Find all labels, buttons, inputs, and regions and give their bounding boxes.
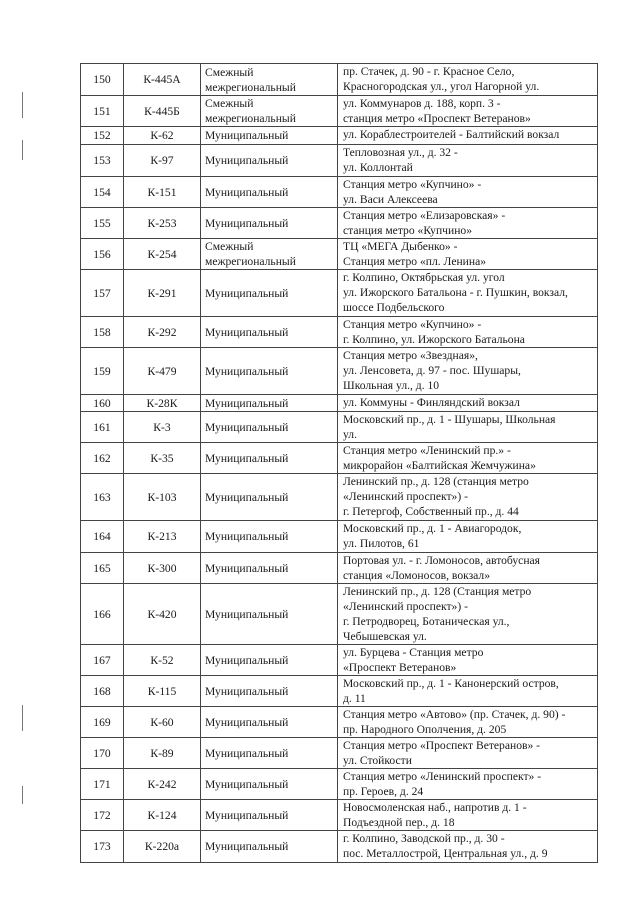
- route-code: К-89: [123, 738, 200, 768]
- route-description: Портовая ул. - г. Ломоносов, автобусная станция «Ломоносов, вокзал»: [337, 553, 598, 583]
- route-description: Станция метро «Звездная», ул. Ленсовета, д. 97 - пос. Шушары, Школьная ул., д. 10: [337, 348, 598, 394]
- route-code: К-213: [123, 521, 200, 552]
- route-description: Ленинский пр., д. 128 (станция метро «Ленинский проспект») - г. Петергоф, Собственный пр., д. 44: [337, 474, 598, 520]
- route-type: Муниципальный: [200, 676, 337, 706]
- table-row: [80, 145, 598, 177]
- route-type: Муниципальный: [200, 270, 337, 316]
- table-row: [80, 738, 598, 769]
- row-number: 173: [80, 831, 123, 862]
- scan-margin-mark: [22, 705, 23, 731]
- row-number: 159: [80, 348, 123, 394]
- table-row: [80, 443, 598, 474]
- row-number: 158: [80, 317, 123, 347]
- route-description: Станция метро «Елизаровская» - станция метро «Купчино»: [337, 208, 598, 238]
- route-type: Муниципальный: [200, 831, 337, 862]
- row-number: 164: [80, 521, 123, 552]
- routes-table: [80, 63, 598, 863]
- row-number: 171: [80, 769, 123, 799]
- table-row: [80, 676, 598, 707]
- scan-margin-mark: [22, 92, 23, 118]
- route-code: К-242: [123, 769, 200, 799]
- route-description: Станция метро «Автово» (пр. Стачек, д. 90) - пр. Народного Ополчения, д. 205: [337, 707, 598, 737]
- route-type: Муниципальный: [200, 208, 337, 238]
- route-description: Станция метро «Ленинский пр.» - микрорайон «Балтийская Жемчужина»: [337, 443, 598, 473]
- table-row: [80, 96, 598, 127]
- route-type: Муниципальный: [200, 317, 337, 347]
- route-code: К-445А: [123, 64, 200, 95]
- route-type: Муниципальный: [200, 738, 337, 768]
- row-number: 165: [80, 553, 123, 583]
- row-number: 163: [80, 474, 123, 520]
- route-description: Станция метро «Купчино» - г. Колпино, ул. Ижорского Батальона: [337, 317, 598, 347]
- route-code: К-115: [123, 676, 200, 706]
- route-description: пр. Стачек, д. 90 - г. Красное Село, Красногородская ул., угол Нагорной ул.: [337, 64, 598, 95]
- route-description: ул. Кораблестроителей - Балтийский вокзал: [337, 127, 598, 144]
- route-description: Московский пр., д. 1 - Шушары, Школьная ул.: [337, 412, 598, 442]
- route-type: Смежный межрегиональный: [200, 64, 337, 95]
- route-type: Муниципальный: [200, 521, 337, 552]
- row-number: 168: [80, 676, 123, 706]
- route-type: Смежный межрегиональный: [200, 96, 337, 126]
- route-type: Муниципальный: [200, 145, 337, 176]
- table-row: [80, 270, 598, 317]
- route-code: К-151: [123, 177, 200, 207]
- route-code: К-291: [123, 270, 200, 316]
- route-description: Станция метро «Проспект Ветеранов» - ул. Стойкости: [337, 738, 598, 768]
- row-number: 166: [80, 584, 123, 644]
- table-row: [80, 553, 598, 584]
- table-row: [80, 800, 598, 831]
- route-code: К-292: [123, 317, 200, 347]
- route-description: Московский пр., д. 1 - Авиагородок, ул. Пилотов, 61: [337, 521, 598, 552]
- route-type: Муниципальный: [200, 474, 337, 520]
- row-number: 162: [80, 443, 123, 473]
- route-description: Станция метро «Купчино» - ул. Васи Алексеева: [337, 177, 598, 207]
- route-type: Муниципальный: [200, 395, 337, 411]
- route-type: Муниципальный: [200, 645, 337, 675]
- route-type: Муниципальный: [200, 127, 337, 144]
- row-number: 157: [80, 270, 123, 316]
- route-type: Муниципальный: [200, 348, 337, 394]
- row-number: 154: [80, 177, 123, 207]
- row-number: 170: [80, 738, 123, 768]
- table-row: [80, 521, 598, 553]
- row-number: 153: [80, 145, 123, 176]
- scan-margin-mark: [22, 140, 23, 160]
- route-code: К-253: [123, 208, 200, 238]
- row-number: 172: [80, 800, 123, 830]
- route-type: Муниципальный: [200, 443, 337, 473]
- table-row: [80, 64, 598, 96]
- route-description: Новосмоленская наб., напротив д. 1 - Подъездной пер., д. 18: [337, 800, 598, 830]
- row-number: 156: [80, 239, 123, 269]
- table-row: [80, 127, 598, 145]
- table-row: [80, 769, 598, 800]
- table-row: [80, 645, 598, 676]
- row-number: 152: [80, 127, 123, 144]
- table-row: [80, 707, 598, 738]
- row-number: 169: [80, 707, 123, 737]
- route-code: К-35: [123, 443, 200, 473]
- route-code: К-62: [123, 127, 200, 144]
- route-code: К-220а: [123, 831, 200, 862]
- route-code: К-52: [123, 645, 200, 675]
- row-number: 155: [80, 208, 123, 238]
- row-number: 160: [80, 395, 123, 411]
- table-row: [80, 317, 598, 348]
- row-number: 161: [80, 412, 123, 442]
- route-code: К-97: [123, 145, 200, 176]
- route-type: Смежный межрегиональный: [200, 239, 337, 269]
- route-code: К-124: [123, 800, 200, 830]
- route-code: К-445Б: [123, 96, 200, 126]
- route-type: Муниципальный: [200, 584, 337, 644]
- route-description: ул. Бурцева - Станция метро «Проспект Ветеранов»: [337, 645, 598, 675]
- route-code: К-103: [123, 474, 200, 520]
- route-description: Московский пр., д. 1 - Канонерский остров, д. 11: [337, 676, 598, 706]
- route-code: К-3: [123, 412, 200, 442]
- route-type: Муниципальный: [200, 412, 337, 442]
- table-row: [80, 239, 598, 270]
- table-row: [80, 474, 598, 521]
- table-row: [80, 831, 598, 863]
- route-code: К-420: [123, 584, 200, 644]
- route-description: ул. Коммуны - Финляндский вокзал: [337, 395, 598, 411]
- route-type: Муниципальный: [200, 553, 337, 583]
- table-row: [80, 177, 598, 208]
- table-row: [80, 584, 598, 645]
- route-type: Муниципальный: [200, 177, 337, 207]
- route-code: К-28К: [123, 395, 200, 411]
- route-type: Муниципальный: [200, 707, 337, 737]
- scan-margin-mark: [22, 786, 23, 804]
- route-code: К-254: [123, 239, 200, 269]
- table-row: [80, 412, 598, 443]
- row-number: 167: [80, 645, 123, 675]
- route-description: ТЦ «МЕГА Дыбенко» - Станция метро «пл. Ленина»: [337, 239, 598, 269]
- route-description: г. Колпино, Заводской пр., д. 30 - пос. Металлострой, Центральная ул., д. 9: [337, 831, 598, 862]
- route-description: Тепловозная ул., д. 32 - ул. Коллонтай: [337, 145, 598, 176]
- table-row: [80, 208, 598, 239]
- row-number: 150: [80, 64, 123, 95]
- route-type: Муниципальный: [200, 769, 337, 799]
- route-code: К-300: [123, 553, 200, 583]
- route-description: ул. Коммунаров д. 188, корп. 3 - станция метро «Проспект Ветеранов»: [337, 96, 598, 126]
- route-description: Станция метро «Ленинский проспект» - пр. Героев, д. 24: [337, 769, 598, 799]
- route-type: Муниципальный: [200, 800, 337, 830]
- table-row: [80, 395, 598, 412]
- row-number: 151: [80, 96, 123, 126]
- route-code: К-479: [123, 348, 200, 394]
- route-description: г. Колпино, Октябрьская ул. угол ул. Ижорского Батальона - г. Пушкин, вокзал, шоссе Подбельского: [337, 270, 598, 316]
- table-row: [80, 348, 598, 395]
- route-code: К-60: [123, 707, 200, 737]
- route-description: Ленинский пр., д. 128 (Станция метро «Ленинский проспект») - г. Петродворец, Ботаническая ул., Чебышевская ул.: [337, 584, 598, 644]
